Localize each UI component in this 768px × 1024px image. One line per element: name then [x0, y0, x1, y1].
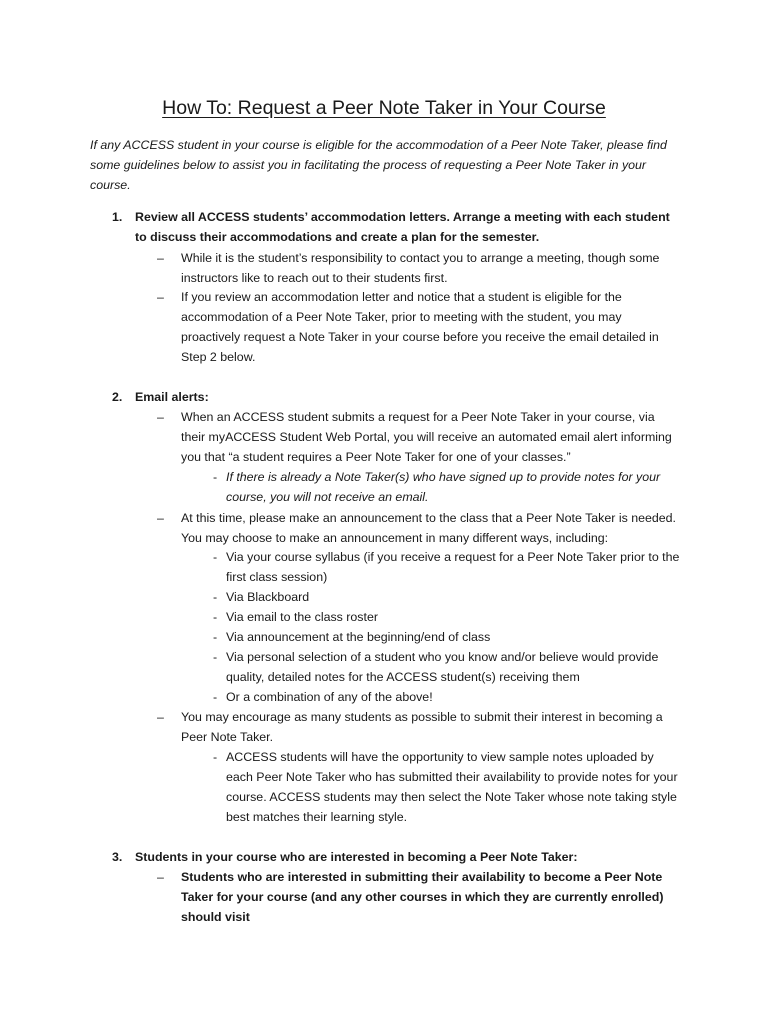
dash-bullet: –	[157, 870, 164, 884]
hyphen-bullet: -	[213, 470, 218, 484]
section-1-bullet-2: If you review an accommodation letter and notice that a student is eligible for the accommodation of a Peer Note Taker, prior to meeting with the student, you may proactively request a Note Taker in your course before you receive the email detailed in Step 2 below.	[181, 290, 659, 364]
dash-bullet: –	[157, 511, 164, 525]
section-2-bullet-1: When an ACCESS student submits a request for a Peer Note Taker in your course, via their myACCESS Student Web Portal, you will receive an automated email alert informing you that “a student requires a Peer Note Taker for one of your classes.”	[181, 410, 672, 464]
hyphen-bullet: -	[213, 550, 218, 564]
section-2-bullet-1-sub-1: If there is already a Note Taker(s) who have signed up to provide notes for your course, you will not receive an email.	[226, 470, 661, 504]
dash-bullet: –	[157, 290, 164, 304]
section-2-bullet-2-sub-1: Via your course syllabus (if you receive a request for a Peer Note Taker prior to the first class session)	[226, 550, 680, 584]
hyphen-bullet: -	[213, 630, 218, 644]
section-1-number: 1.	[112, 210, 123, 224]
section-3-bullet-1: Students who are interested in submitting their availability to become a Peer Note Taker for your course (and any other courses in which they are currently enrolled) should visit	[181, 870, 664, 924]
section-2-bullet-2-sub-5: Via personal selection of a student who you know and/or believe would provide quality, detailed notes for the ACCESS student(s) receiving them	[226, 650, 659, 684]
intro-paragraph: If any ACCESS student in your course is eligible for the accommodation of a Peer Note Taker, please find some guidelines below to assist you in facilitating the process of requesting a Peer Note Taker in your course.	[90, 138, 667, 192]
hyphen-bullet: -	[213, 690, 218, 704]
hyphen-bullet: -	[213, 590, 218, 604]
section-3-number: 3.	[112, 850, 123, 864]
document-title: How To: Request a Peer Note Taker in Your Course	[162, 97, 606, 119]
section-1-bullet-1: While it is the student’s responsibility to contact you to arrange a meeting, though some instructors like to reach out to their students first.	[181, 251, 660, 285]
section-1-heading: Review all ACCESS students’ accommodation letters. Arrange a meeting with each student to discuss their accommodations and create a plan for the semester.	[135, 210, 670, 244]
section-2-heading: Email alerts:	[135, 390, 209, 404]
section-2-bullet-2-sub-3: Via email to the class roster	[226, 610, 378, 624]
section-2-number: 2.	[112, 390, 123, 404]
section-2-bullet-2-sub-6: Or a combination of any of the above!	[226, 690, 433, 704]
section-2-bullet-2: At this time, please make an announcement to the class that a Peer Note Taker is needed. You may choose to make an announcement in many different ways, including:	[181, 511, 676, 545]
section-2-bullet-2-sub-2: Via Blackboard	[226, 590, 310, 604]
section-2-bullet-2-sub-4: Via announcement at the beginning/end of class	[226, 630, 491, 644]
hyphen-bullet: -	[213, 650, 218, 664]
dash-bullet: –	[157, 410, 164, 424]
hyphen-bullet: -	[213, 750, 218, 764]
hyphen-bullet: -	[213, 610, 218, 624]
dash-bullet: –	[157, 251, 164, 265]
section-2-bullet-3-sub-1: ACCESS students will have the opportunity to view sample notes uploaded by each Peer Note Taker who has submitted their availability to provide notes for your course. ACCESS students may then select the Note Taker whose note taking style best matches their learning style.	[226, 750, 678, 824]
dash-bullet: –	[157, 710, 164, 724]
section-3-heading: Students in your course who are interested in becoming a Peer Note Taker:	[135, 850, 578, 864]
section-2-bullet-3: You may encourage as many students as possible to submit their interest in becoming a Peer Note Taker.	[181, 710, 663, 744]
